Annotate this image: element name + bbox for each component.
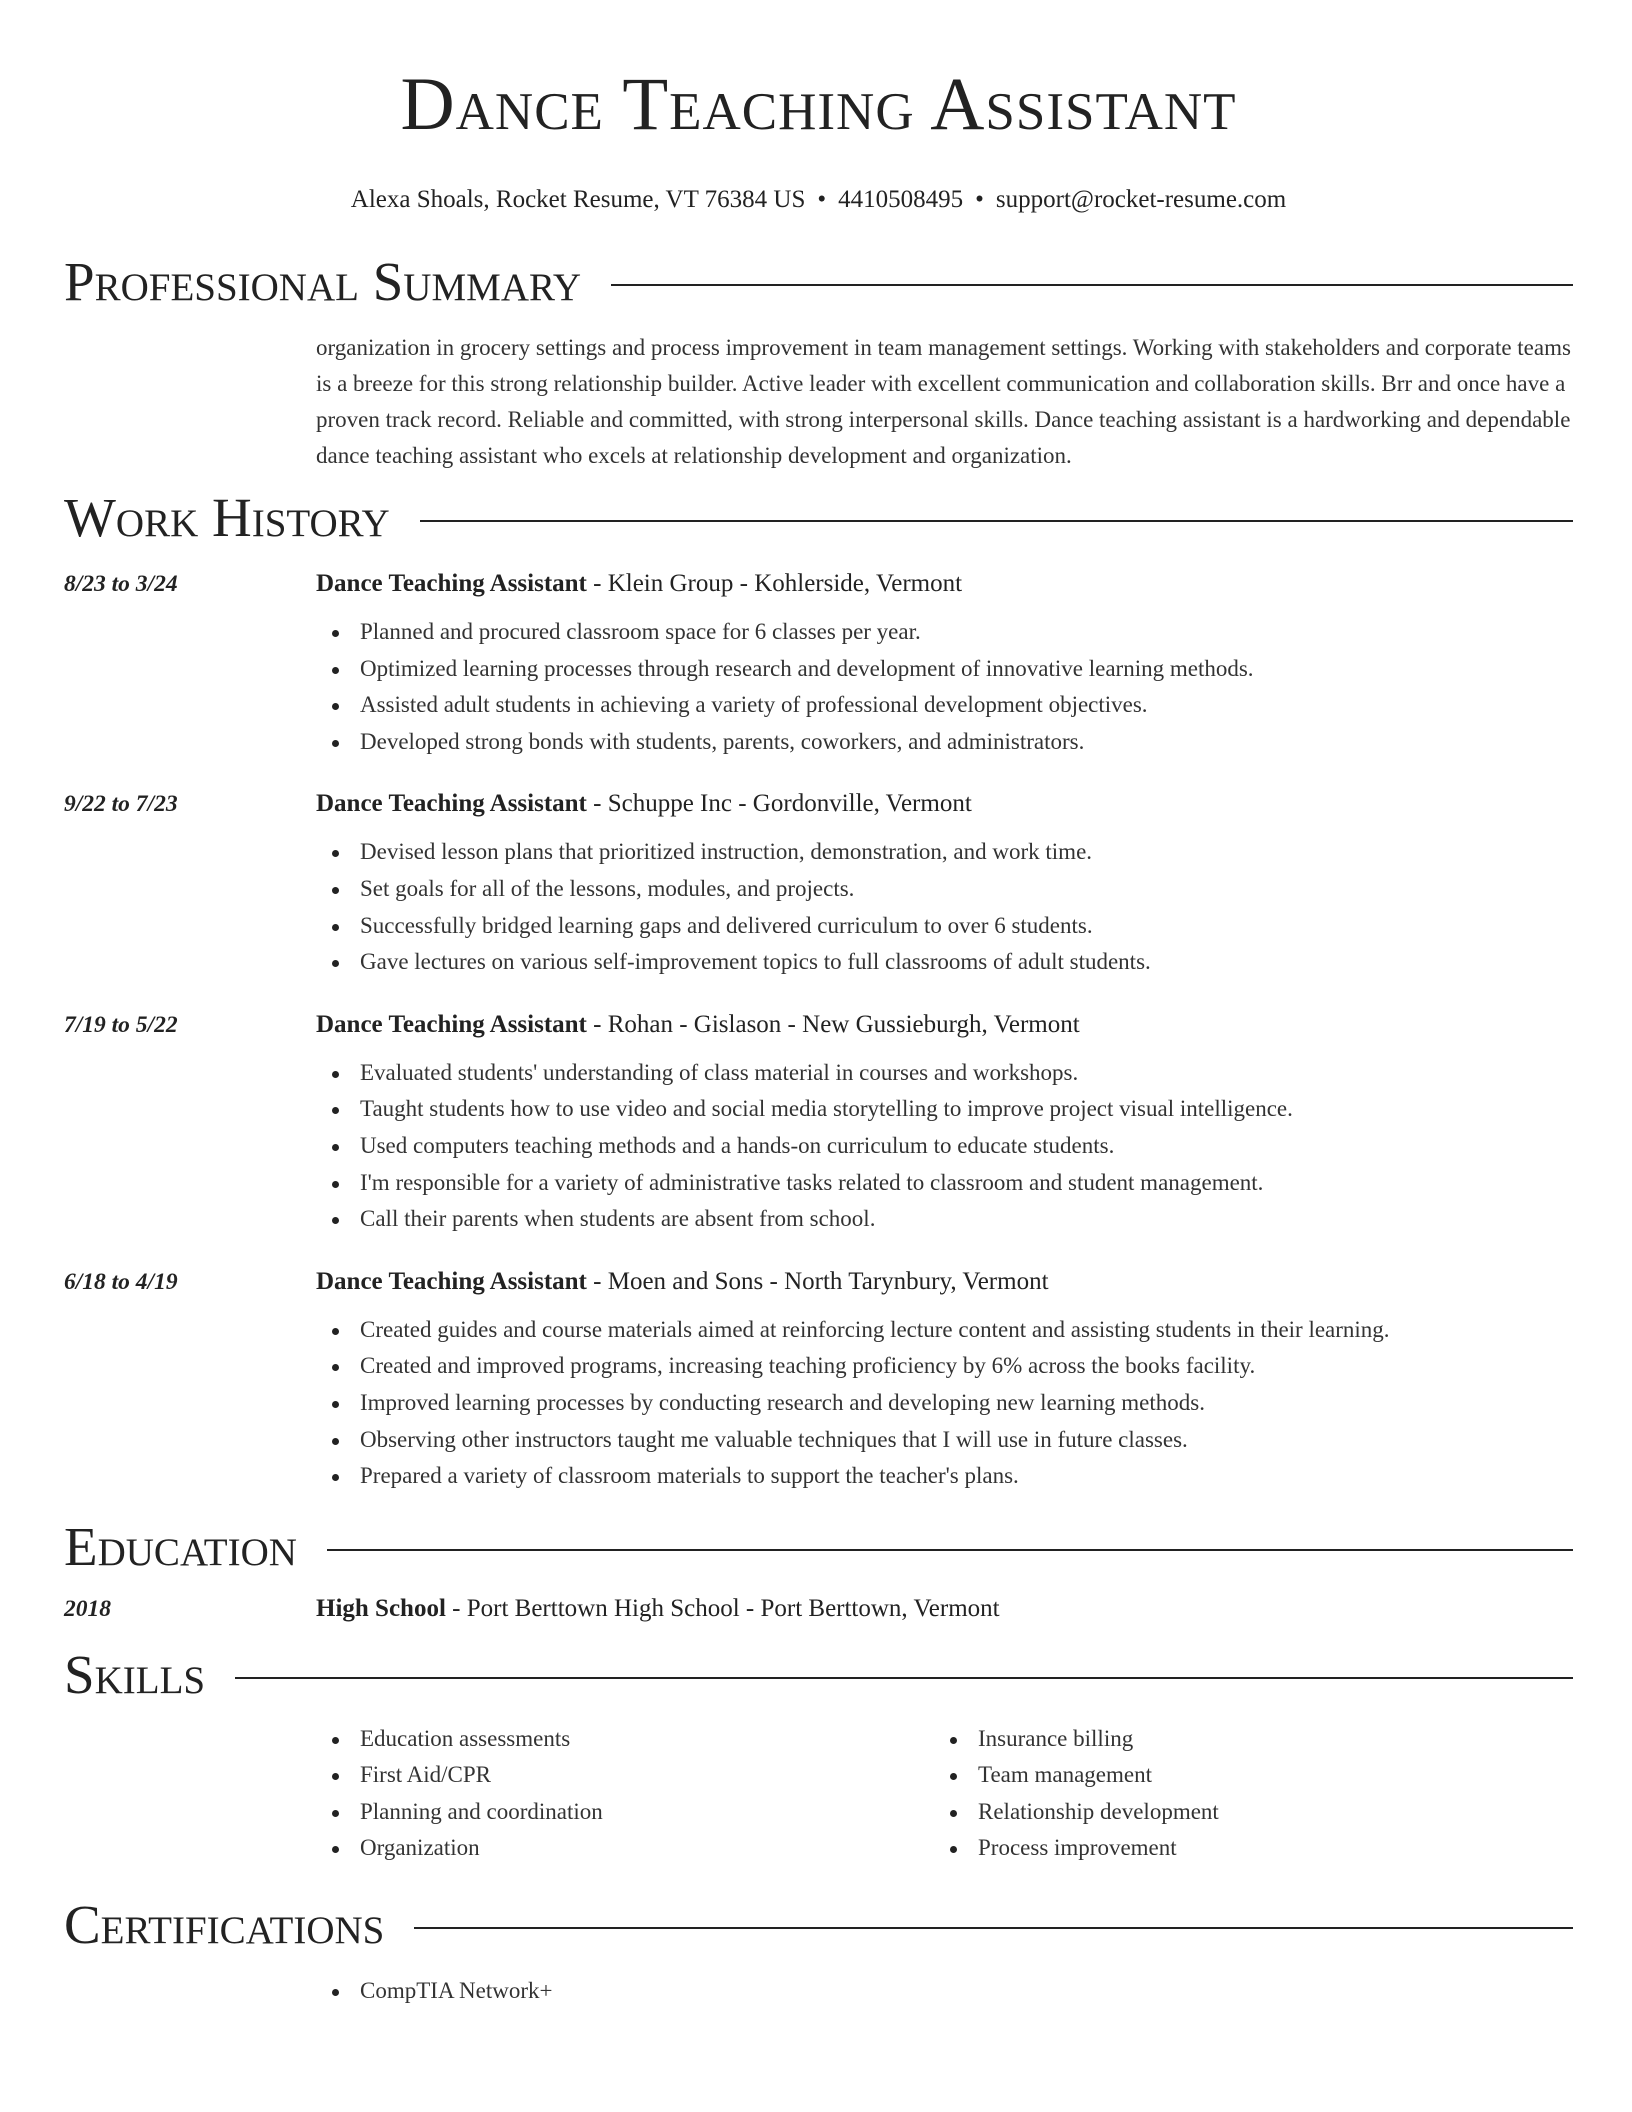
education-section-header — [64, 1515, 1573, 1579]
job-dates: 6/18 to 4/19 — [64, 1268, 178, 1295]
job-bullet: Created guides and course materials aimed at reinforcing lecture content and assisting students in their learning. — [360, 1312, 1573, 1349]
contact-address: Alexa Shoals, Rocket Resume, VT 76384 US — [350, 186, 806, 213]
job-bullet: Optimized learning processes through research and development of innovative learning methods. — [360, 651, 1573, 688]
job-dates: 9/22 to 7/23 — [64, 791, 178, 818]
certification-item: CompTIA Network+ — [360, 1973, 1573, 2010]
job-bullet: Taught students how to use video and social media storytelling to improve project visual intelligence. — [360, 1091, 1573, 1128]
work-section-header — [64, 486, 1573, 550]
job-bullet: Gave lectures on various self-improvement topics to full classrooms of adult students. — [360, 944, 1573, 981]
job-title-line — [316, 1266, 1573, 1298]
skills-section-header — [64, 1643, 1573, 1707]
job-body — [316, 568, 1573, 760]
skill-item: Planning and coordination — [360, 1794, 934, 1831]
job-company: - Moen and Sons - North Tarynbury, Vermont — [586, 1267, 1049, 1295]
job-role: Dance Teaching Assistant — [316, 1010, 587, 1038]
job-bullet: Developed strong bonds with students, parents, coworkers, and administrators. — [360, 724, 1573, 761]
skills-list — [934, 1721, 1552, 1867]
education-body — [316, 1593, 1573, 1625]
education-section-title: Education — [64, 1515, 297, 1577]
summary-section-header — [64, 250, 1573, 314]
contact-line — [64, 184, 1573, 216]
contact-separator: • — [975, 186, 984, 213]
skill-item: Organization — [360, 1830, 934, 1867]
job-dates: 8/23 to 3/24 — [64, 571, 178, 597]
job-bullet: Planned and procured classroom space for 6 classes per year. — [360, 614, 1573, 651]
skill-item: First Aid/CPR — [360, 1757, 934, 1794]
education-title-line — [316, 1593, 1573, 1625]
job-bullet: Used computers teaching methods and a hands-on curriculum to educate students. — [360, 1128, 1573, 1165]
contact-phone: 4410508495 — [838, 186, 964, 213]
job-title-line — [316, 788, 1573, 820]
certifications-list — [316, 1973, 1573, 2010]
job-entry — [64, 788, 1573, 980]
contact-separator: • — [817, 186, 827, 213]
job-bullet: I'm responsible for a variety of administrative tasks related to classroom and student management. — [360, 1165, 1573, 1202]
job-bullet: Evaluated students' understanding of class material in courses and workshops. — [360, 1055, 1573, 1092]
work-section-title: Work History — [64, 487, 390, 548]
certifications-section-title: Certifications — [64, 1894, 385, 1956]
section-divider — [235, 1677, 1573, 1679]
education-school: - Port Berttown High School - Port Berttown, Vermont — [445, 1594, 1000, 1622]
resume-page — [64, 0, 1573, 2010]
skill-item: Relationship development — [978, 1794, 1552, 1831]
resume-name: Dance Teaching Assistant — [400, 63, 1237, 146]
certifications-section-header — [64, 1893, 1573, 1957]
job-bullets — [316, 1055, 1573, 1238]
skills-column-left — [316, 1721, 934, 1867]
job-dates: 7/19 to 5/22 — [64, 1011, 178, 1038]
skills-section-title: Skills — [64, 1643, 206, 1705]
job-bullet: Assisted adult students in achieving a variety of professional development objectives. — [360, 687, 1573, 724]
job-entry — [64, 1266, 1573, 1495]
job-bullet: Call their parents when students are absent from school. — [360, 1201, 1573, 1238]
job-body — [316, 788, 1573, 980]
job-bullet: Devised lesson plans that prioritized instruction, demonstration, and work time. — [360, 834, 1573, 871]
education-degree: High School — [316, 1594, 446, 1622]
job-role: Dance Teaching Assistant — [316, 1267, 587, 1295]
job-bullets — [316, 1312, 1573, 1495]
skill-item: Insurance billing — [978, 1721, 1552, 1758]
skills-grid — [316, 1721, 1573, 1867]
education-entry — [64, 1593, 1573, 1625]
job-entry — [64, 1009, 1573, 1238]
skills-column-right — [934, 1721, 1552, 1867]
job-body — [316, 1266, 1573, 1495]
job-bullet: Prepared a variety of classroom materials to support the teacher's plans. — [360, 1458, 1573, 1495]
section-divider — [414, 1927, 1573, 1929]
skill-item: Team management — [978, 1757, 1552, 1794]
job-company: - Schuppe Inc - Gordonville, Vermont — [586, 790, 972, 818]
job-bullet: Created and improved programs, increasing teaching proficiency by 6% across the books facility. — [360, 1348, 1573, 1385]
summary-text: organization in grocery settings and process improvement in team management settings. Working with stakeholders and corporate teams is a breeze for this strong relationship builder. Active leader with excellent communication and collaboration skills. Brr and once have a proven track record. Reliable and committed, with strong interpersonal skills. Dance teaching assistant is a hardworking and dependable dance teaching assistant who excels at relationship development and organization. — [316, 335, 1571, 468]
contact-email[interactable]: support@rocket-resume.com — [995, 186, 1287, 213]
job-title-line — [316, 1009, 1573, 1041]
job-bullet: Successfully bridged learning gaps and delivered curriculum to over 6 students. — [360, 908, 1573, 945]
skills-list — [316, 1721, 934, 1867]
job-title-line — [316, 568, 1573, 600]
section-divider — [327, 1549, 1573, 1551]
skill-item: Process improvement — [978, 1830, 1552, 1867]
section-divider — [420, 520, 1573, 522]
job-bullets — [316, 834, 1573, 980]
education-year: 2018 — [64, 1595, 111, 1622]
job-bullet: Observing other instructors taught me valuable techniques that I will use in future classes. — [360, 1422, 1573, 1459]
job-bullets — [316, 614, 1573, 760]
job-company: - Klein Group - Kohlerside, Vermont — [586, 570, 963, 597]
section-divider — [611, 284, 1573, 286]
job-body — [316, 1009, 1573, 1238]
job-role: Dance Teaching Assistant — [316, 570, 587, 597]
job-entry — [64, 568, 1573, 760]
job-bullet: Improved learning processes by conducting research and developing new learning methods. — [360, 1385, 1573, 1422]
summary-section-title: Professional Summary — [64, 251, 582, 312]
job-company: - Rohan - Gislason - New Gussieburgh, Vermont — [586, 1010, 1080, 1038]
job-role: Dance Teaching Assistant — [316, 790, 587, 818]
job-bullet: Set goals for all of the lessons, modules, and projects. — [360, 871, 1573, 908]
skill-item: Education assessments — [360, 1721, 934, 1758]
